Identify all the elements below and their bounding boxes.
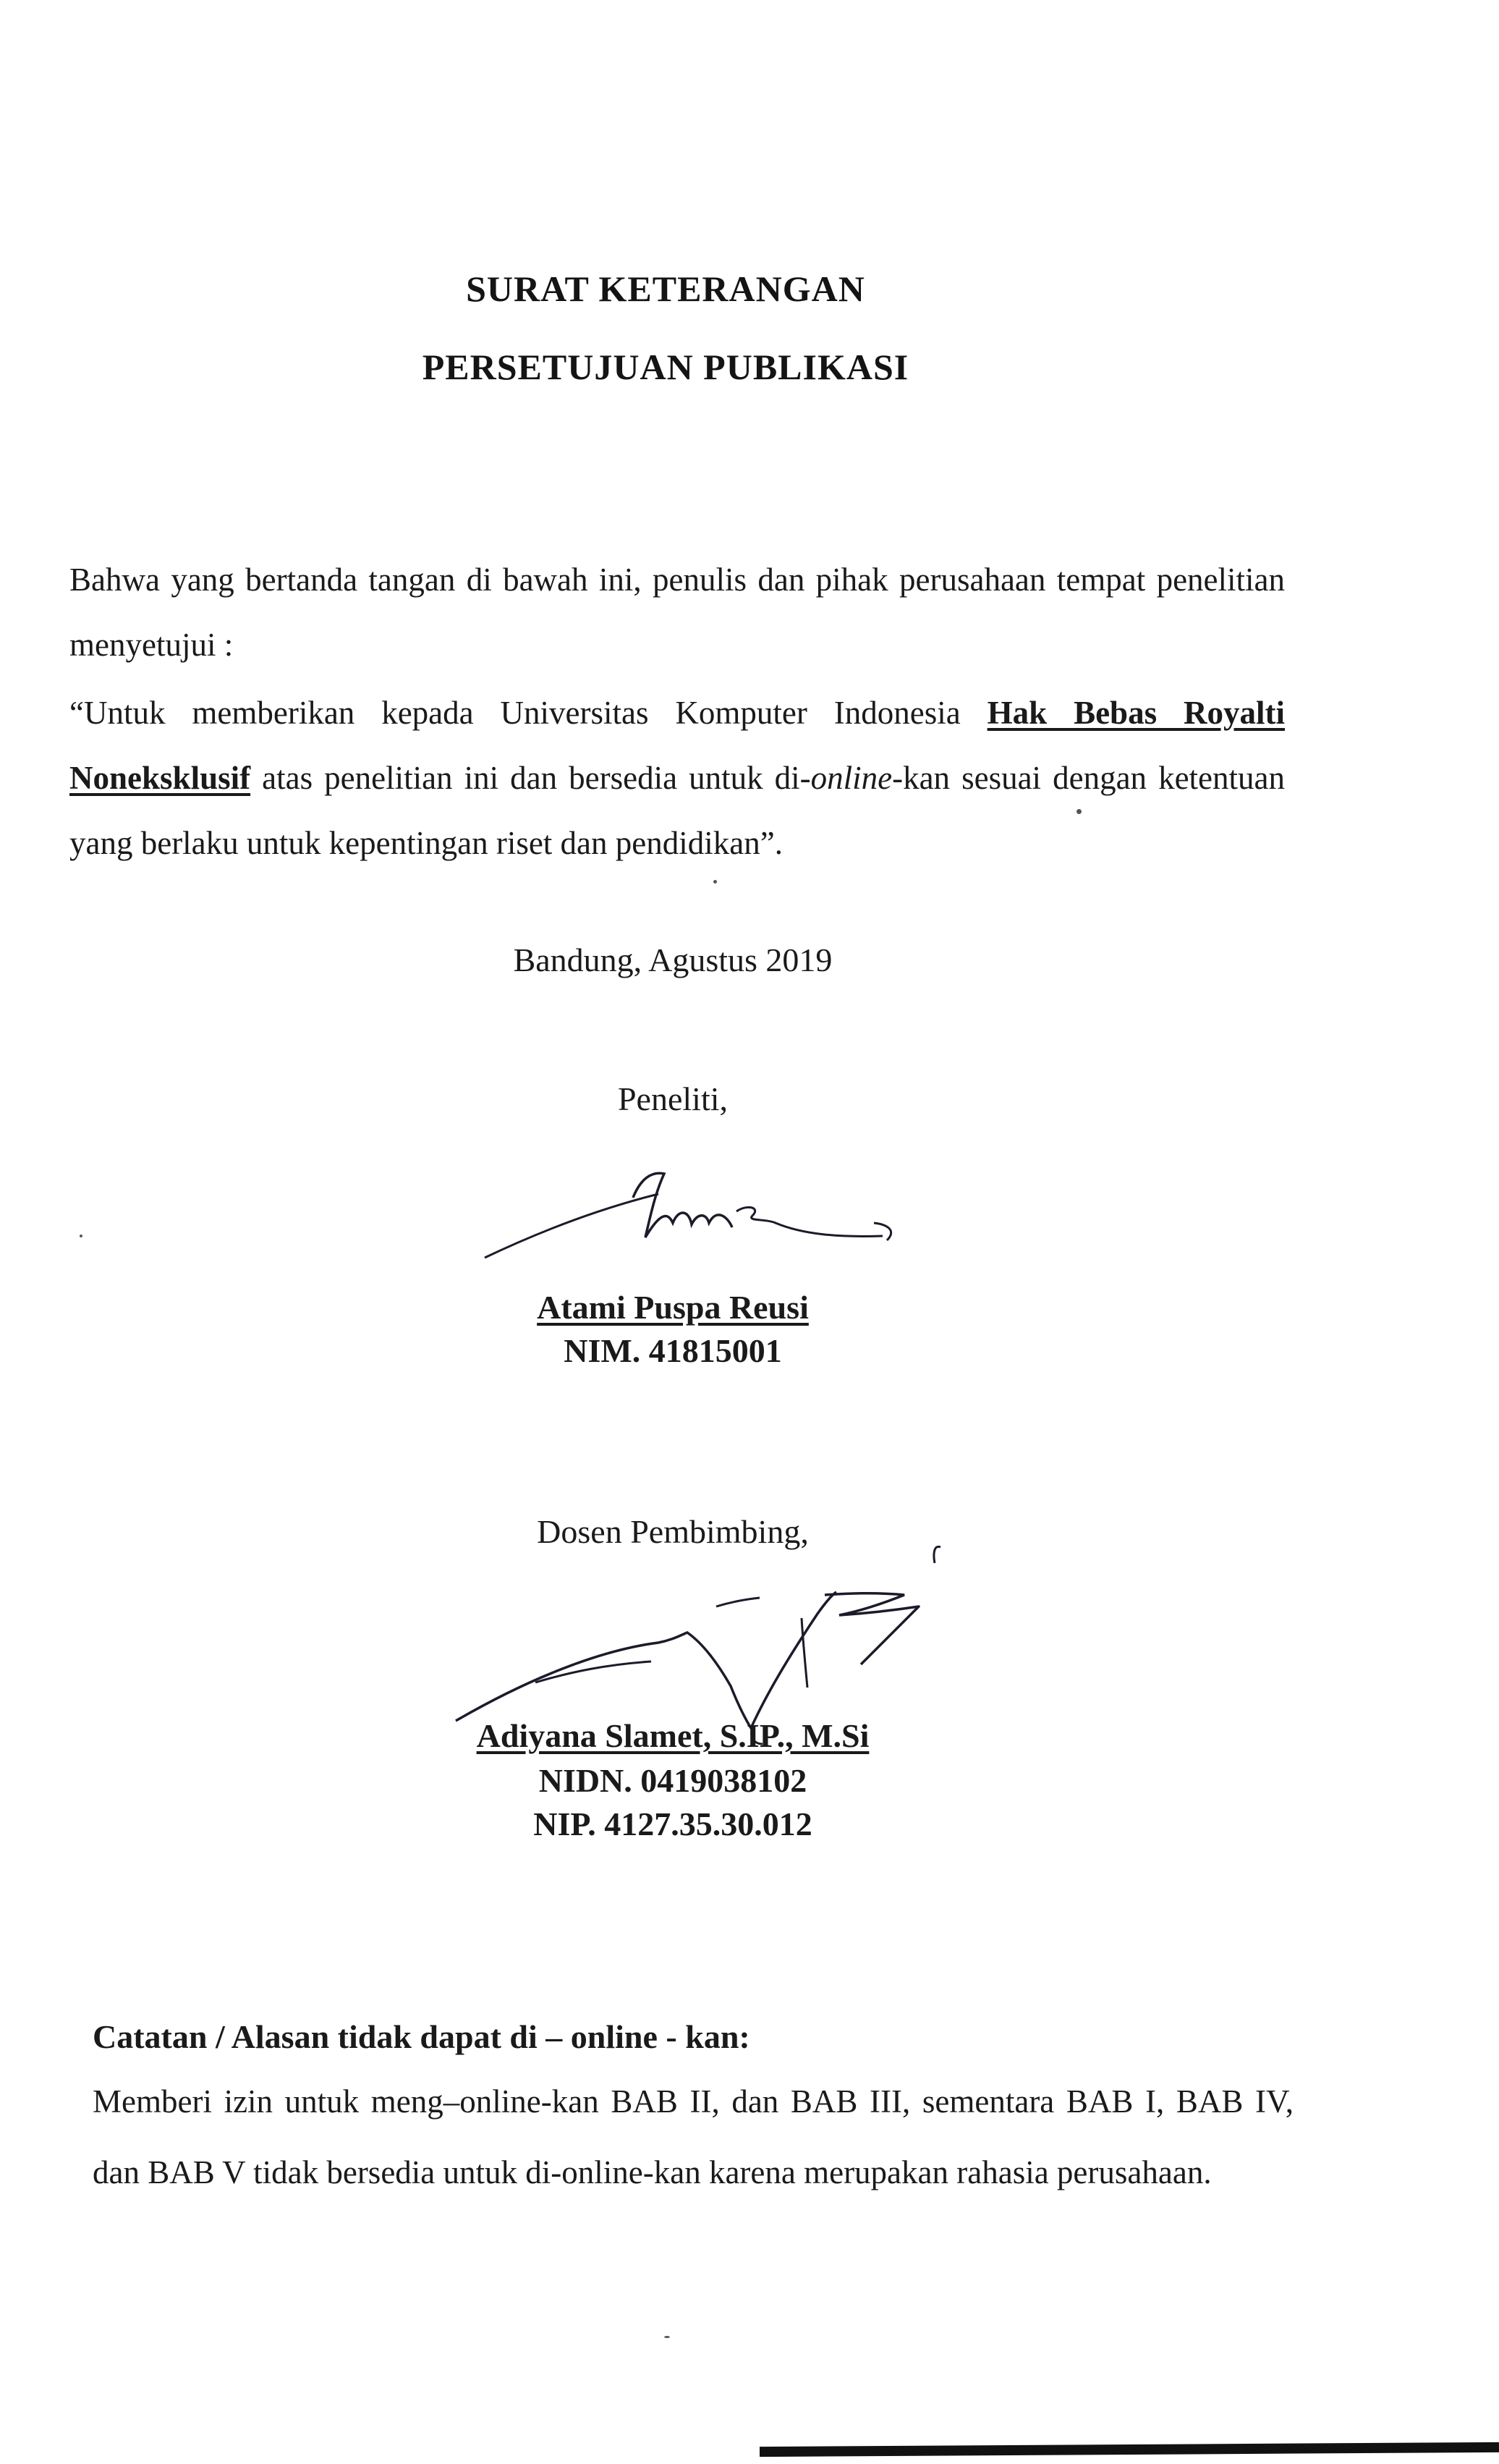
online-term: online (810, 760, 893, 796)
researcher-signature (477, 1165, 912, 1274)
researcher-nim: NIM. 41815001 (564, 1332, 782, 1369)
notes-text: Memberi izin untuk meng–online-kan BAB II, dan BAB III, sementara BAB I, BAB IV, dan BAB V tidak bersedia untuk di-online-kan karena merupakan rahasia perusahaan. (93, 2083, 1294, 2190)
title-line-2: PERSETUJUAN PUBLIKASI (422, 347, 909, 387)
researcher-name: Atami Puspa Reusi (537, 1289, 809, 1326)
scan-speck (664, 2336, 670, 2338)
statement-part-2: atas penelitian ini dan bersedia untuk di- (250, 760, 811, 796)
body-text (69, 547, 1285, 876)
scan-edge-line (760, 2442, 1499, 2457)
scan-speck (80, 1235, 82, 1237)
statement-part-1: “Untuk memberikan kepada Universitas Komputer Indonesia (69, 695, 988, 731)
scan-speck (713, 880, 717, 884)
notes-section (93, 2008, 1294, 2208)
title-line-1: SURAT KETERANGAN (466, 268, 865, 309)
statement-part-3: -kan sesuai dengan ketentuan yang berlaku untuk kepentingan riset dan pendidikan”. (69, 760, 1285, 861)
notes-heading: Catatan / Alasan tidak dapat di – online - kan: (93, 2018, 750, 2055)
supervisor-name: Adiyana Slamet, S.IP., M.Si (476, 1717, 870, 1754)
scan-speck (1077, 809, 1082, 814)
supervisor-nip: NIP. 4127.35.30.012 (533, 1805, 812, 1842)
researcher-role: Peneliti, (617, 1080, 729, 1117)
statement-paragraph (69, 680, 1285, 876)
supervisor-nidn: NIDN. 0419038102 (538, 1762, 807, 1799)
royalty-term: Hak Bebas Royalti Noneksklusif (69, 695, 1285, 796)
intro-paragraph: Bahwa yang bertanda tangan di bawah ini, penulis dan pihak perusahaan tempat penelitian menyetujui : (69, 562, 1285, 663)
place-date: Bandung, Agustus 2019 (513, 941, 833, 978)
supervisor-role: Dosen Pembimbing, (537, 1513, 809, 1550)
